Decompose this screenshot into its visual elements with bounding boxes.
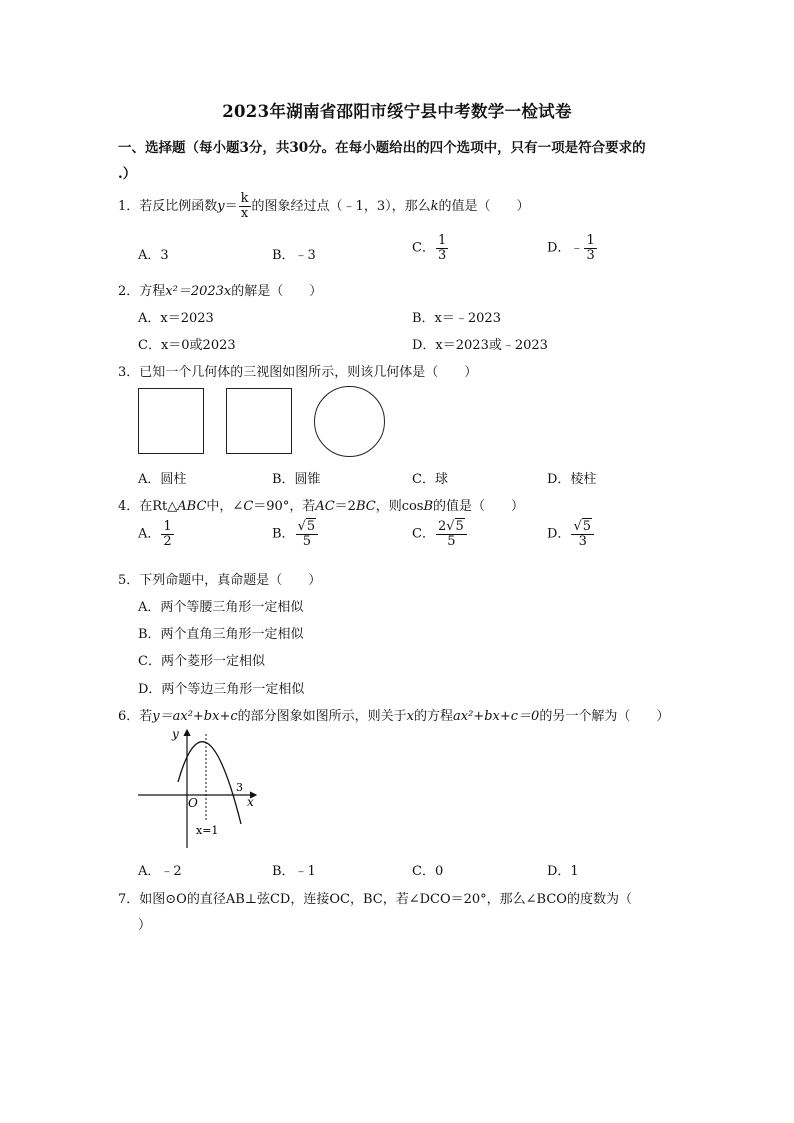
q4-b-den: 5 bbox=[302, 533, 311, 549]
q5-option-b[interactable]: B．两个直角三角形一定相似 bbox=[138, 627, 304, 642]
page-title: 2023年湖南省邵阳市绥宁县中考数学一检试卷 bbox=[222, 102, 572, 121]
question-7-stem-line1: 7．如图⊙O的直径AB⊥弦CD，连接OC，BC，若∠DCO＝20°，那么∠BCO的度数为（ bbox=[118, 892, 632, 907]
q1-prefix: 1．若反比例函数 bbox=[118, 199, 218, 214]
q1-frac-den: x bbox=[240, 206, 249, 221]
side-view-square bbox=[226, 388, 292, 454]
q4-a-fraction bbox=[161, 520, 173, 548]
question-7-stem-line2: ） bbox=[138, 918, 152, 933]
q4-part1: 4．在Rt△ bbox=[118, 499, 178, 514]
q6-option-a[interactable]: A．﹣2 bbox=[138, 864, 182, 879]
q4-part3: ＝90°，若 bbox=[253, 499, 316, 514]
q4-a-den: 2 bbox=[163, 533, 172, 549]
section-heading-line1: 一、选择题（每小题3分，共30分。在每小题给出的四个选项中，只有一项是符合要求的 bbox=[118, 140, 646, 156]
q4-c-sqrt: √5 bbox=[446, 519, 464, 534]
q4-part2: 中，∠ bbox=[206, 499, 244, 514]
q5-option-a[interactable]: A．两个等腰三角形一定相似 bbox=[138, 600, 304, 615]
q4-b-sqrt: √5 bbox=[297, 519, 316, 534]
y-axis-label: y bbox=[172, 727, 179, 741]
q4-c-label: C． bbox=[412, 526, 435, 542]
q4-d-sqrt: √5 bbox=[573, 519, 592, 534]
q4-d-rad: 5 bbox=[582, 519, 592, 534]
q1-option-c-label: C． bbox=[412, 240, 435, 256]
q4-c-num bbox=[436, 520, 467, 535]
q4-b-fraction bbox=[296, 520, 319, 548]
question-2-stem bbox=[118, 280, 322, 299]
q6-expression-1: y＝ax²+bx+c bbox=[152, 709, 238, 724]
q4-option-a[interactable] bbox=[138, 520, 175, 548]
q1-option-d[interactable] bbox=[547, 234, 598, 262]
q3-option-b[interactable]: B．圆锥 bbox=[272, 472, 321, 487]
q4-b-rad: 5 bbox=[306, 519, 316, 534]
q1-c-den: 3 bbox=[437, 247, 447, 263]
parabola-graph bbox=[134, 724, 274, 852]
q6-prefix: 6．若 bbox=[118, 709, 153, 724]
q4-part5: ，则cos bbox=[375, 499, 424, 514]
q2-expression: x²＝2023x bbox=[165, 284, 232, 299]
q4-d-den: 3 bbox=[578, 533, 587, 549]
q6-mid2: 的方程 bbox=[414, 709, 454, 724]
q3-option-a[interactable]: A．圆柱 bbox=[138, 472, 187, 487]
q1-option-a[interactable]: A．3 bbox=[138, 248, 169, 263]
q4-option-c[interactable] bbox=[412, 520, 468, 548]
q1-c-num: 1 bbox=[437, 233, 447, 248]
q4-option-d[interactable] bbox=[547, 520, 595, 548]
q4-c: C bbox=[243, 499, 254, 514]
q4-a-label: A． bbox=[138, 526, 161, 542]
q6-x: x bbox=[406, 709, 414, 724]
x-axis-label: x bbox=[247, 795, 254, 809]
q4-part4: ＝2 bbox=[334, 499, 356, 514]
root-label: 3 bbox=[236, 781, 243, 794]
q1-post: 的图象经过点（﹣1，3），那么 bbox=[251, 199, 431, 214]
question-6-stem bbox=[118, 705, 669, 724]
top-view-circle bbox=[314, 386, 385, 457]
q4-c-coef: 2 bbox=[437, 519, 447, 534]
q4-ac: AC bbox=[315, 499, 335, 514]
q4-a-num: 1 bbox=[163, 519, 172, 534]
q6-expression-2: ax²+bx+c＝0 bbox=[453, 709, 540, 724]
origin-label: O bbox=[188, 796, 198, 810]
q1-y: y bbox=[217, 199, 225, 214]
q4-b: B bbox=[423, 499, 434, 514]
question-3-stem: 3．已知一个几何体的三视图如图所示，则该几何体是（ ） bbox=[118, 365, 478, 380]
q2-option-b[interactable]: B．x＝﹣2023 bbox=[412, 311, 501, 326]
q6-option-d[interactable]: D．1 bbox=[547, 864, 579, 879]
section-heading-line2: .） bbox=[118, 166, 137, 182]
q2-option-a[interactable]: A．x＝2023 bbox=[138, 311, 214, 326]
q1-option-c[interactable] bbox=[412, 234, 449, 262]
symmetry-axis-label: x=1 bbox=[196, 824, 219, 837]
q6-tail: 的另一个解为（ ） bbox=[539, 709, 670, 724]
q4-d-num bbox=[571, 520, 594, 535]
q4-bc: BC bbox=[355, 499, 376, 514]
q5-option-c[interactable]: C．两个菱形一定相似 bbox=[138, 654, 265, 669]
q1-option-d-label: D．﹣ bbox=[547, 240, 584, 256]
q4-b-num bbox=[296, 520, 319, 535]
q1-k: k bbox=[430, 199, 439, 214]
q6-mid: 的部分图象如图所示，则关于 bbox=[237, 709, 407, 724]
q1-frac-num: k bbox=[240, 191, 249, 207]
q1-option-c-fraction bbox=[436, 234, 448, 262]
q6-option-c[interactable]: C．0 bbox=[412, 864, 444, 879]
q1-d-den: 3 bbox=[586, 247, 595, 263]
q2-post: 的解是（ ） bbox=[231, 284, 323, 299]
q4-part6: 的值是（ ） bbox=[433, 499, 525, 514]
q5-option-d[interactable]: D．两个等边三角形一定相似 bbox=[138, 682, 305, 697]
q2-option-c[interactable]: C．x＝0或2023 bbox=[138, 338, 236, 353]
q4-c-rad: 5 bbox=[455, 519, 464, 534]
q4-d-fraction bbox=[571, 520, 594, 548]
q6-option-b[interactable]: B．﹣1 bbox=[272, 864, 316, 879]
q1-d-num: 1 bbox=[586, 233, 595, 248]
q1-eq: ＝ bbox=[224, 199, 238, 214]
q1-tail: 的值是（ ） bbox=[438, 199, 530, 214]
q4-b-label: B． bbox=[272, 526, 295, 542]
q2-option-d[interactable]: D．x＝2023或﹣2023 bbox=[412, 338, 548, 353]
q3-option-d[interactable]: D．棱柱 bbox=[547, 472, 597, 487]
question-1-stem bbox=[118, 190, 530, 224]
q4-abc: ABC bbox=[177, 499, 207, 514]
q3-option-c[interactable]: C．球 bbox=[412, 472, 448, 487]
q1-fraction bbox=[239, 192, 251, 220]
question-4-stem bbox=[118, 495, 524, 514]
question-5-stem: 5．下列命题中，真命题是（ ） bbox=[118, 573, 322, 588]
front-view-square bbox=[138, 388, 204, 454]
q4-d-label: D． bbox=[547, 526, 571, 542]
q4-c-den: 5 bbox=[447, 533, 456, 549]
q1-option-b[interactable]: B．﹣3 bbox=[272, 248, 316, 263]
q1-option-d-fraction bbox=[584, 234, 596, 262]
q4-c-fraction bbox=[436, 520, 467, 548]
q2-prefix: 2．方程 bbox=[118, 284, 166, 299]
q4-option-b[interactable] bbox=[272, 520, 319, 548]
